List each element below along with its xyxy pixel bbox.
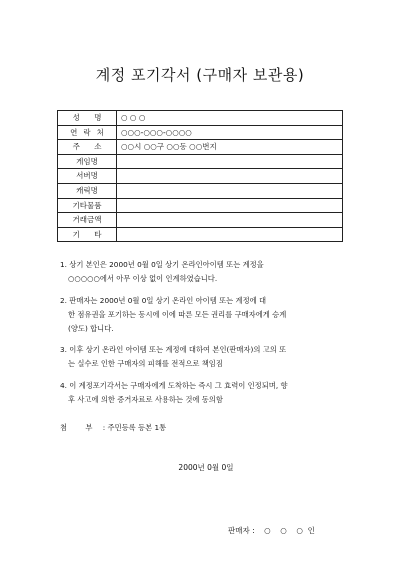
row-label-contact: 연락처 — [58, 125, 117, 140]
row-value-amount — [117, 213, 343, 228]
clause-2-line-1: 2. 판매자는 2000년 0월 0일 상기 온라인 아이템 또는 계정에 대 — [60, 296, 267, 305]
info-table — [57, 110, 343, 242]
table-row — [58, 169, 343, 184]
clause-3-line-1: 3. 이후 상기 온라인 아이템 또는 계정에 대하여 본인(판매자)의 고의 또 — [60, 345, 287, 354]
clause-1-line-1: 1. 상기 본인은 2000년 0월 0일 상기 온라인아이템 또는 계정을 — [60, 260, 264, 269]
clause-4-line-1: 4. 이 계정포기각서는 구매자에게 도착하는 즉시 그 효력이 인정되며, 향 — [60, 381, 288, 390]
table-row — [58, 111, 343, 126]
document-title: 계정 포기각서 (구매자 보관용) — [95, 66, 305, 84]
row-label-game: 게임명 — [58, 154, 117, 169]
clause-2 — [60, 294, 350, 336]
row-label-name: 성 명 — [58, 111, 117, 126]
row-value-contact: ○○○-○○○-○○○○ — [117, 125, 343, 140]
table-row — [58, 213, 343, 228]
table-row — [58, 154, 343, 169]
row-value-game — [117, 154, 343, 169]
clause-2-line-2: 한 점유권을 포기하는 동시에 이에 따른 모든 권리를 구매자에게 승계 — [68, 310, 287, 319]
row-value-address: ○○시 ○○구 ○○동 ○○번지 — [117, 140, 343, 155]
clause-3 — [60, 343, 350, 371]
clause-4-line-2: 후 사고에 의한 증거자료로 사용하는 것에 동의함 — [68, 395, 223, 404]
row-value-server — [117, 169, 343, 184]
clause-1 — [60, 258, 350, 286]
clause-3-line-2: 는 실수로 인한 구매자의 피해를 전적으로 책임짐 — [68, 359, 223, 368]
clause-2-line-3: (양도) 합니다. — [68, 324, 114, 333]
row-label-other-items: 기타물품 — [58, 198, 117, 213]
attachment-label: 첨 부 — [60, 423, 101, 432]
table-row — [58, 227, 343, 242]
table-row — [58, 198, 343, 213]
row-label-server: 서버명 — [58, 169, 117, 184]
row-value-name: ○ ○ ○ — [117, 111, 343, 126]
attachment-line — [60, 423, 166, 433]
seller-signature-line: 판매자 : ○ ○ ○ 인 — [228, 526, 315, 535]
table-row — [58, 183, 343, 198]
row-label-address: 주 소 — [58, 140, 117, 155]
clause-1-line-2: ○○○○○에서 아무 이상 없이 인계하였습니다. — [68, 274, 218, 283]
table-row — [58, 140, 343, 155]
row-value-character — [117, 183, 343, 198]
document-date: 2000년 0월 0일 — [178, 463, 234, 472]
row-value-etc — [117, 227, 343, 242]
row-label-amount: 거래금액 — [58, 213, 117, 228]
table-row — [58, 125, 343, 140]
attachment-value: : 주민등록 등본 1통 — [102, 423, 167, 432]
clause-4 — [60, 379, 350, 407]
row-value-other-items — [117, 198, 343, 213]
row-label-etc: 기 타 — [58, 227, 117, 242]
row-label-character: 캐릭명 — [58, 183, 117, 198]
